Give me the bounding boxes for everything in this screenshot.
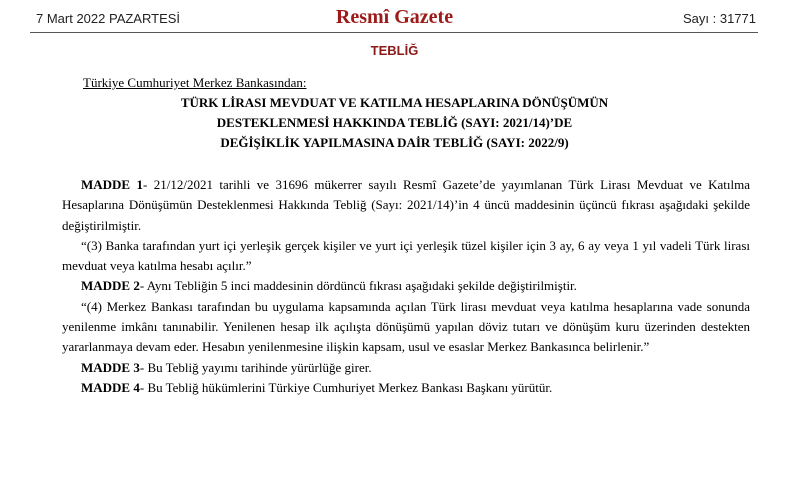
article-3-text: - Bu Tebliğ yayımı tarihinde yürürlüğe girer.: [139, 359, 372, 375]
issuer-name: Türkiye Cumhuriyet Merkez Bankasından:: [83, 75, 307, 90]
article-1: [62, 175, 750, 236]
document-title-line-2: DESTEKLENMESİ HAKKINDA TEBLİĞ (SAYI: 2021/14)’DE: [216, 115, 573, 130]
article-2-label: MADDE 2: [81, 278, 140, 294]
header-divider: [30, 32, 758, 33]
article-2: [62, 276, 750, 296]
document-title: [0, 93, 789, 153]
document-title-line-1: TÜRK LİRASI MEVDUAT VE KATILMA HESAPLARINA DÖNÜŞÜMÜN: [180, 95, 609, 110]
article-4-label: MADDE 4: [81, 379, 140, 395]
article-1-label: MADDE 1: [81, 177, 144, 192]
section-title: TEBLİĞ: [370, 43, 419, 58]
document-body: [62, 175, 750, 398]
article-1-amendment: “(3) Banka tarafından yurt içi yerleşik gerçek kişiler ve yurt içi yerleşik tüzel kişiler için 3 ay, 6 ay veya 1 yıl vadeli Türk lirası mevduat veya katılma hesabı açılır.”: [62, 237, 750, 274]
article-2-text: - Aynı Tebliğin 5 inci maddesinin dördüncü fıkrası aşağıdaki şekilde değiştirilmiştir.: [139, 278, 577, 294]
article-2-amendment: “(4) Merkez Bankası tarafından bu uygulama kapsamında açılan Türk lirası mevduat veya katılma hesaplarına vade sonunda yenilenme imkânı tanınabilir. Yenilenen hesap ilk açılışta dönüşümü yapılan döviz tutarı ve dönüşüm kuru üzerinden destekten yararlanmaya devam eder. Hesabın yenilenmesine ilişkin kapsam, usul ve esaslar Merkez Bankasınca belirlenir.”: [62, 298, 750, 355]
gazette-header: [0, 0, 789, 34]
issuer-line: [81, 74, 750, 93]
article-4-text: - Bu Tebliğ hükümlerini Türkiye Cumhuriyet Merkez Bankası Başkanı yürütür.: [139, 379, 553, 395]
document-title-line-3: DEĞİŞİKLİK YAPILMASINA DAİR TEBLİĞ (SAYI: 2022/9): [220, 135, 569, 150]
issue-number: Sayı : 31771: [683, 11, 756, 26]
publication-date: 7 Mart 2022 PAZARTESİ: [36, 11, 181, 26]
gazette-title: Resmî Gazete: [335, 6, 454, 28]
article-4: [62, 378, 750, 398]
article-3: [62, 358, 750, 378]
article-1-text: - 21/12/2021 tarihli ve 31696 mükerrer sayılı Resmî Gazete’de yayımlanan Türk Lirası Mevduat ve Katılma Hesaplarına Dönüşümün Desteklenmesi Hakkında Tebliğ (Sayı: 2021/14)’in 4 üncü maddesinin üçüncü fıkrası aşağıdaki şekilde değiştirilmiştir.: [62, 177, 751, 233]
article-3-label: MADDE 3: [81, 359, 140, 375]
